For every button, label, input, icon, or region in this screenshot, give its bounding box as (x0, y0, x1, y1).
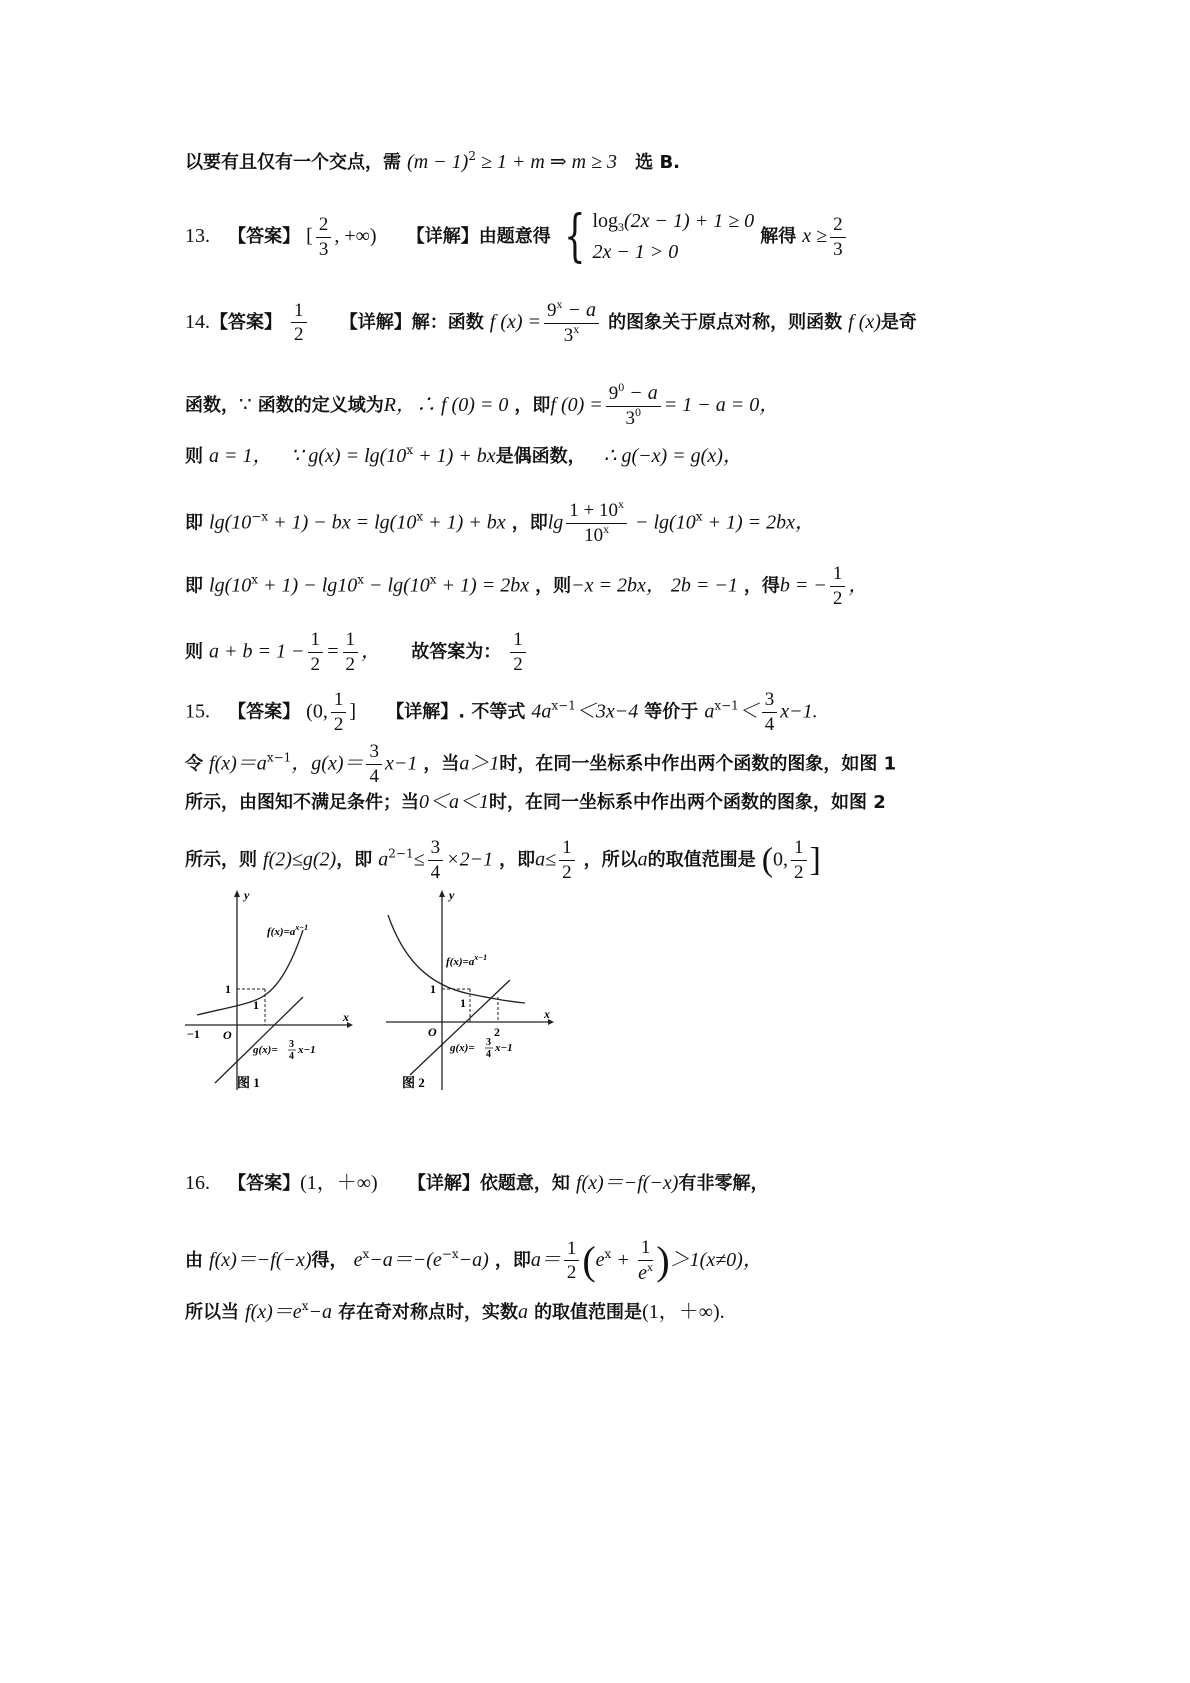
q14-text-1: 解：函数 (411, 311, 484, 333)
q16-l2-paren-close: ) (656, 1237, 670, 1283)
q14-line-6 (185, 630, 529, 675)
question-16 (185, 1173, 768, 1193)
q14-f-num-exp: x (556, 297, 563, 311)
q14-l4-den (584, 521, 610, 546)
q15-l4-text-2: ，即 (336, 849, 373, 871)
fig2-origin: O (428, 1025, 437, 1039)
q13-brace: { (563, 204, 586, 269)
q14-text-3: 是奇 (880, 311, 917, 333)
fig2-y-label: y (449, 888, 455, 902)
q15-answer-den: 2 (333, 713, 344, 735)
q15-l2-text-3: 时，在同一坐标系中作出两个函数的图象，如图 1 (499, 753, 897, 775)
q16-eq: f(x)＝−f(−x) (575, 1172, 679, 1194)
q15-answer-open: (0, (306, 700, 328, 723)
intro-choice: 选 B. (635, 152, 680, 173)
q16-l2-e2: e (595, 1248, 605, 1271)
q15-ineq1-exp: x−1 (551, 698, 576, 713)
q16-l2-fd: 2 (566, 1262, 577, 1284)
q14-l6-comma: ， (361, 640, 382, 663)
q14-l3-text-2: 是偶函数， (495, 446, 586, 467)
q14-l6-frac-3 (510, 630, 526, 675)
q14-l2-num-exp: 0 (618, 380, 625, 394)
q16-number: 16. (185, 1172, 210, 1194)
q15-ineq1: 4a (531, 700, 552, 723)
q15-l3-cond: 0＜a＜1 (419, 791, 489, 813)
q14-l6-f3d: 2 (513, 653, 523, 675)
q14-l3-g: ∵ g(x) = lg(10 (290, 445, 407, 467)
q14-f-den-base: 3 (563, 325, 574, 346)
q14-line-4 (185, 497, 816, 546)
fig1-f-text: f(x)=a (267, 926, 296, 938)
q14-l4-den-exp: x (603, 521, 610, 536)
q15-l4-zero: 0, (773, 848, 789, 871)
q15-text-2: 等价于 (644, 701, 699, 723)
q16-l2-e: e (353, 1248, 363, 1271)
q14-l6-text-1: 则 (185, 641, 203, 663)
q15-l4-close: ] (809, 841, 821, 879)
fig2-y-arrow (439, 890, 445, 897)
q14-line-5 (185, 564, 868, 609)
q15-l4-exp: 2−1 (388, 846, 414, 861)
q14-l4-exp2: x (416, 509, 424, 524)
q16-detail-label: 【详解】 (407, 1173, 480, 1194)
q14-answer-fraction (291, 301, 307, 346)
q16-l2-inner-fraction (638, 1238, 654, 1284)
q16-l3-f: f(x)＝e (245, 1301, 302, 1323)
q14-l2-domain: R (383, 393, 396, 416)
q14-f-den (564, 324, 580, 346)
q15-answer-label: 【答案】 (228, 701, 301, 723)
q14-l6-f3n: 1 (510, 630, 526, 653)
q14-line-3 (185, 443, 743, 467)
q15-l4-num: 3 (428, 838, 444, 861)
fig1-f-exp: x−1 (295, 923, 309, 932)
q14-l2-f0-eq: f (0) = (550, 393, 603, 416)
fig2-g-label: g(x)= (450, 1042, 475, 1054)
q14-l5-b: b = − (779, 574, 827, 597)
q14-l6-f2n: 1 (343, 630, 359, 653)
q15-ineq2-fraction (762, 690, 778, 735)
q14-l2-result: = 1 − a = 0， (663, 393, 780, 416)
q15-ineq1-rest: ＜3x−4 (575, 700, 639, 723)
q15-ineq2-num: 3 (762, 690, 778, 713)
q14-l2-den-exp: 0 (635, 405, 642, 419)
question-13 (185, 206, 849, 268)
fig2-g-num: 3 (486, 1037, 491, 1048)
fig1-curve-f (197, 930, 303, 1015)
q14-l4-m5: − lg(10 (629, 511, 696, 534)
q14-l2-den (626, 407, 642, 429)
q13-detail-label: 【详解】 (406, 226, 479, 247)
q14-line-2 (185, 380, 780, 429)
q14-l4-exp3: x (695, 509, 703, 524)
q16-l2-eq: f(x)＝−f(−x) (209, 1248, 312, 1271)
q13-row1-rest: (2x − 1) + 1 ≥ 0 (624, 210, 755, 232)
q14-f-num (544, 297, 599, 324)
q14-answer-label: 【答案】 (210, 311, 282, 333)
figure-2 (380, 885, 560, 1100)
q14-l6-frac-1 (308, 630, 324, 675)
fig1-neg-one: −1 (187, 1027, 200, 1041)
q14-l4-num-exp: x (617, 497, 624, 511)
q14-l4-fraction (566, 497, 627, 546)
q16-l2-exp3: x (604, 1246, 612, 1261)
q14-fx2: f (x) (848, 310, 881, 333)
fig1-y-label: y (244, 888, 250, 902)
q15-line-4 (185, 838, 821, 883)
q13-answer-close: , +∞) (334, 225, 377, 247)
q15-text-1: . 不等式 (458, 701, 526, 723)
q16-l2-in-n: 1 (638, 1238, 654, 1261)
q16-l2-plus: + (611, 1248, 635, 1271)
q16-text-2: 有非零解， (678, 1173, 769, 1194)
q14-l6-f2d: 2 (345, 653, 356, 675)
q14-l3-even: ∴ g(−x) = g(x)， (603, 445, 743, 467)
fig2-one-x: 1 (460, 996, 466, 1010)
fig1-g-label: g(x)= (253, 1044, 278, 1056)
q15-answer-num: 1 (331, 690, 347, 713)
fig1-caption: 图 1 (237, 1075, 260, 1090)
q16-l2-m3: −a＝−(e (369, 1248, 442, 1271)
q13-system (592, 206, 754, 268)
q14-l3-exp: x (406, 443, 414, 457)
q15-answer-close: ] (349, 700, 357, 723)
q14-l4-m6: + 1) = 2bx， (702, 511, 816, 534)
q16-line-2 (185, 1238, 763, 1284)
q14-detail-label: 【详解】 (339, 311, 412, 333)
q15-l4-a2: a (637, 848, 648, 871)
q15-l2-text-1: 令 (185, 753, 203, 775)
q13-log: log (592, 210, 618, 232)
q14-l4-m2: + 1) − bx = lg(10 (268, 511, 417, 534)
q15-l4-a-le: a≤ (535, 848, 557, 871)
q14-l4-lg: lg (547, 511, 564, 534)
q15-ineq2-exp: x−1 (714, 698, 739, 713)
q16-l2-fraction (564, 1239, 580, 1284)
q15-detail-label: 【详解】 (386, 701, 459, 723)
q14-l5-m1: lg(10 (209, 574, 252, 597)
q16-line-3 (185, 1299, 725, 1323)
q14-l4-text-2: ，即 (511, 512, 548, 534)
q15-l4-den3: 2 (794, 861, 804, 883)
q14-l6-f1d: 2 (310, 653, 321, 675)
q14-f-den-exp: x (573, 322, 580, 336)
q16-l2-in-d (638, 1261, 653, 1284)
fig2-g-tail: x−1 (495, 1042, 513, 1054)
question-15 (185, 690, 818, 735)
fig1-g-tail: x−1 (298, 1044, 316, 1056)
q15-ineq2-den: 4 (764, 713, 775, 735)
fig1-one-y: 1 (225, 982, 231, 996)
q15-l4-text-1: 所示，则 (185, 849, 257, 871)
q14-l4-den-a: 10 (584, 524, 604, 546)
q15-l4-le: ≤ (413, 848, 425, 871)
q16-l2-text-2: 得， (311, 1249, 348, 1271)
q15-l4-num3: 1 (791, 838, 807, 861)
q14-l5-exp1: x (251, 572, 259, 587)
q15-l4-den2: 2 (562, 861, 572, 883)
q15-l4-text-3: ，即 (499, 849, 536, 871)
intro-math: (m − 1) (407, 151, 469, 173)
q16-l3-exp: x (301, 1299, 309, 1313)
q14-l6-eq: = (326, 640, 340, 663)
q13-detail-text: 由题意得 (478, 226, 551, 247)
fig2-f-text: f(x)=a (446, 956, 475, 968)
q16-l3-text-2: 存在奇对称点时，实数 (338, 1302, 519, 1323)
intro-exp: 2 (468, 149, 476, 163)
q14-l2-text-1: 函数， (185, 394, 239, 416)
q15-l2-f: f(x)＝a (209, 752, 267, 775)
q14-l2-text-2: 函数的定义域为 (257, 394, 384, 416)
q14-fx: f (x) = (489, 310, 542, 333)
q13-answer-num: 2 (316, 215, 332, 238)
fig2-x-label: x (544, 1007, 550, 1021)
q16-l2-text-3: ，即 (494, 1249, 531, 1271)
q14-l2-because: ∵ (239, 393, 252, 416)
q15-l4-fraction-2 (559, 838, 575, 883)
q16-l2-m4: −a) (458, 1248, 489, 1271)
q16-l2-tail: ＞1(x≠0)， (669, 1248, 763, 1271)
q14-l4-num-a: 1 + 10 (569, 500, 618, 521)
q16-l3-text-1: 所以当 (185, 1302, 239, 1323)
q14-l2-den-base: 3 (625, 408, 636, 429)
fig2-g-den: 4 (486, 1049, 491, 1060)
q13-answer-fraction (316, 215, 332, 260)
fig1-g-num: 3 (289, 1039, 294, 1050)
q14-l5-text-1: 即 (185, 575, 203, 597)
q16-l3-minus-a: −a (308, 1301, 332, 1323)
q15-l4-num2: 1 (559, 838, 575, 861)
fig1-x-label: x (343, 1010, 349, 1024)
q15-l3-text-1: 所示，由图知不满足条件；当 (185, 792, 419, 813)
q15-l2-den: 4 (369, 765, 379, 787)
q13-system-row-2: 2x − 1 > 0 (592, 241, 679, 263)
q14-l5-m2: + 1) − lg10 (258, 574, 358, 597)
question-14 (185, 297, 917, 346)
q15-l4-fraction (428, 838, 444, 883)
fig2-f-exp: x−1 (474, 953, 488, 962)
q13-solve-text: 解得 (760, 226, 797, 247)
q14-l4-num (566, 497, 627, 524)
q14-l2-f0: ，∴ f (0) = 0 (396, 393, 509, 416)
q15-l2-exp: x−1 (266, 750, 292, 765)
q14-answer-den: 2 (294, 324, 304, 346)
q15-l2-num: 3 (366, 742, 382, 765)
q14-l3-a: a = 1， (209, 445, 273, 467)
q15-l4-cond: f(2)≤g(2) (263, 848, 337, 871)
q15-l4-open: ( (761, 841, 774, 879)
q13-number: 13. (185, 225, 210, 247)
fig1-g-den: 4 (289, 1051, 294, 1062)
q14-l5-exp3: x (429, 572, 437, 587)
q16-l3-text-3: 的取值范围是 (534, 1302, 643, 1323)
fig2-f-label (446, 953, 487, 968)
q14-l6-m1: a + b = 1 − (209, 640, 305, 663)
q14-l5-m7: ， (848, 574, 869, 597)
q13-log-base: 3 (618, 220, 624, 234)
q15-l4-m4: ×2−1 (446, 848, 494, 871)
q16-l2-exp1: x (362, 1246, 370, 1261)
q14-l5-exp2: x (357, 572, 365, 587)
q13-result-num: 2 (830, 215, 846, 238)
fig1-f-label (267, 923, 308, 938)
q13-result-den: 3 (833, 238, 843, 260)
q16-l3-range: (1，＋∞). (642, 1301, 725, 1323)
q15-l4-text-5: 的取值范围是 (647, 849, 756, 871)
q14-l5-text-3: ，得 (743, 575, 780, 597)
q15-ineq2: a (704, 700, 715, 723)
q14-answer-num: 1 (291, 301, 307, 324)
q14-f-fraction (544, 297, 599, 346)
q15-l4-den: 4 (430, 861, 441, 883)
q16-l3-a: a (518, 1301, 529, 1323)
fig1-y-arrow (234, 890, 240, 897)
q16-l2-in-d-exp: x (647, 1259, 654, 1274)
figure-1 (175, 885, 355, 1100)
q14-l2-text-3: ，即 (514, 394, 551, 416)
q16-l2-in-d-base: e (638, 1261, 648, 1284)
q14-l4-exp1: −x (251, 509, 269, 524)
q14-l2-num-base: 9 (608, 383, 619, 404)
q16-l2-text-1: 由 (185, 1249, 203, 1271)
q15-l2-g: ，g(x)＝ (291, 752, 364, 775)
q14-l5-den: 2 (832, 587, 843, 609)
intro-line (185, 149, 680, 173)
q14-text-2: 的图象关于原点对称，则函数 (608, 311, 843, 333)
q14-l5-fraction (830, 564, 846, 609)
q15-line-3 (185, 792, 886, 812)
q15-ineq2-tail: x−1. (780, 700, 818, 723)
q13-system-row-1 (592, 206, 754, 237)
q14-l3-g-rest: + 1) + bx (413, 445, 496, 467)
q16-l2-a: a＝ (530, 1248, 561, 1271)
fig2-one-y: 1 (430, 982, 436, 996)
q14-f-num-rest: − a (562, 299, 597, 321)
q14-l5-m3: − lg(10 (364, 574, 430, 597)
q16-text-1: 依题意，知 (479, 1173, 570, 1194)
fig1-one-x: 1 (253, 998, 259, 1012)
q14-l2-num (606, 380, 661, 407)
q15-l2-fraction (366, 742, 382, 787)
q15-l4-text-4: ，所以 (583, 849, 638, 871)
q15-number: 15. (185, 700, 210, 723)
q14-l2-num-rest: − a (624, 382, 658, 404)
fig1-origin: O (223, 1028, 232, 1042)
q14-l6-f1n: 1 (308, 630, 324, 653)
q15-l2-g-tail: x−1 (384, 752, 418, 775)
q14-l6-frac-2 (343, 630, 359, 675)
q15-l4-fraction-3 (791, 838, 807, 883)
q13-answer-label: 【答案】 (228, 226, 301, 247)
q13-answer-den: 3 (318, 238, 329, 260)
q14-f-num-base: 9 (547, 300, 557, 321)
q16-l2-fn: 1 (564, 1239, 580, 1262)
intro-math-2: ≥ 1 + m ⇒ m ≥ 3 (475, 151, 618, 173)
fig2-two: 2 (494, 1025, 500, 1039)
q14-l4-text-1: 即 (185, 512, 203, 534)
q16-l2-paren-open: ( (582, 1237, 596, 1283)
q13-result-fraction (830, 215, 846, 260)
q14-l5-m4: + 1) = 2bx (436, 574, 530, 597)
q15-l2-cond: a＞1 (459, 752, 500, 775)
q15-ineq2-rest: ＜ (738, 700, 759, 723)
q13-result: x ≥ (802, 225, 828, 247)
q16-answer-label: 【答案】 (228, 1173, 301, 1194)
q15-l3-text-2: 时，在同一坐标系中作出两个函数的图象，如图 2 (489, 792, 886, 813)
q14-l3-text-1: 则 (185, 446, 203, 467)
q14-l4-m1: lg(10 (209, 511, 252, 534)
q15-answer-fraction (331, 690, 347, 735)
q14-number: 14. (185, 310, 210, 333)
q13-answer-open: [ (306, 225, 313, 247)
q14-l5-text-2: ，则 (535, 575, 572, 597)
q14-l4-m3: + 1) + bx (423, 511, 506, 534)
q15-line-2 (185, 742, 896, 787)
q16-answer: (1，＋∞) (300, 1172, 378, 1194)
q14-l2-fraction (606, 380, 661, 429)
intro-text: 以要有且仅有一个交点，需 (185, 152, 401, 173)
q14-l6-text-2: 故答案为： (411, 641, 502, 663)
q15-l4-a: a (378, 848, 389, 871)
q14-l5-m5: −x = 2bx， 2b = −1 (571, 574, 738, 597)
q15-l2-text-2: ，当 (423, 753, 460, 775)
q16-l2-exp2: −x (441, 1246, 459, 1261)
q14-l5-num: 1 (830, 564, 846, 587)
fig2-caption: 图 2 (402, 1075, 425, 1090)
